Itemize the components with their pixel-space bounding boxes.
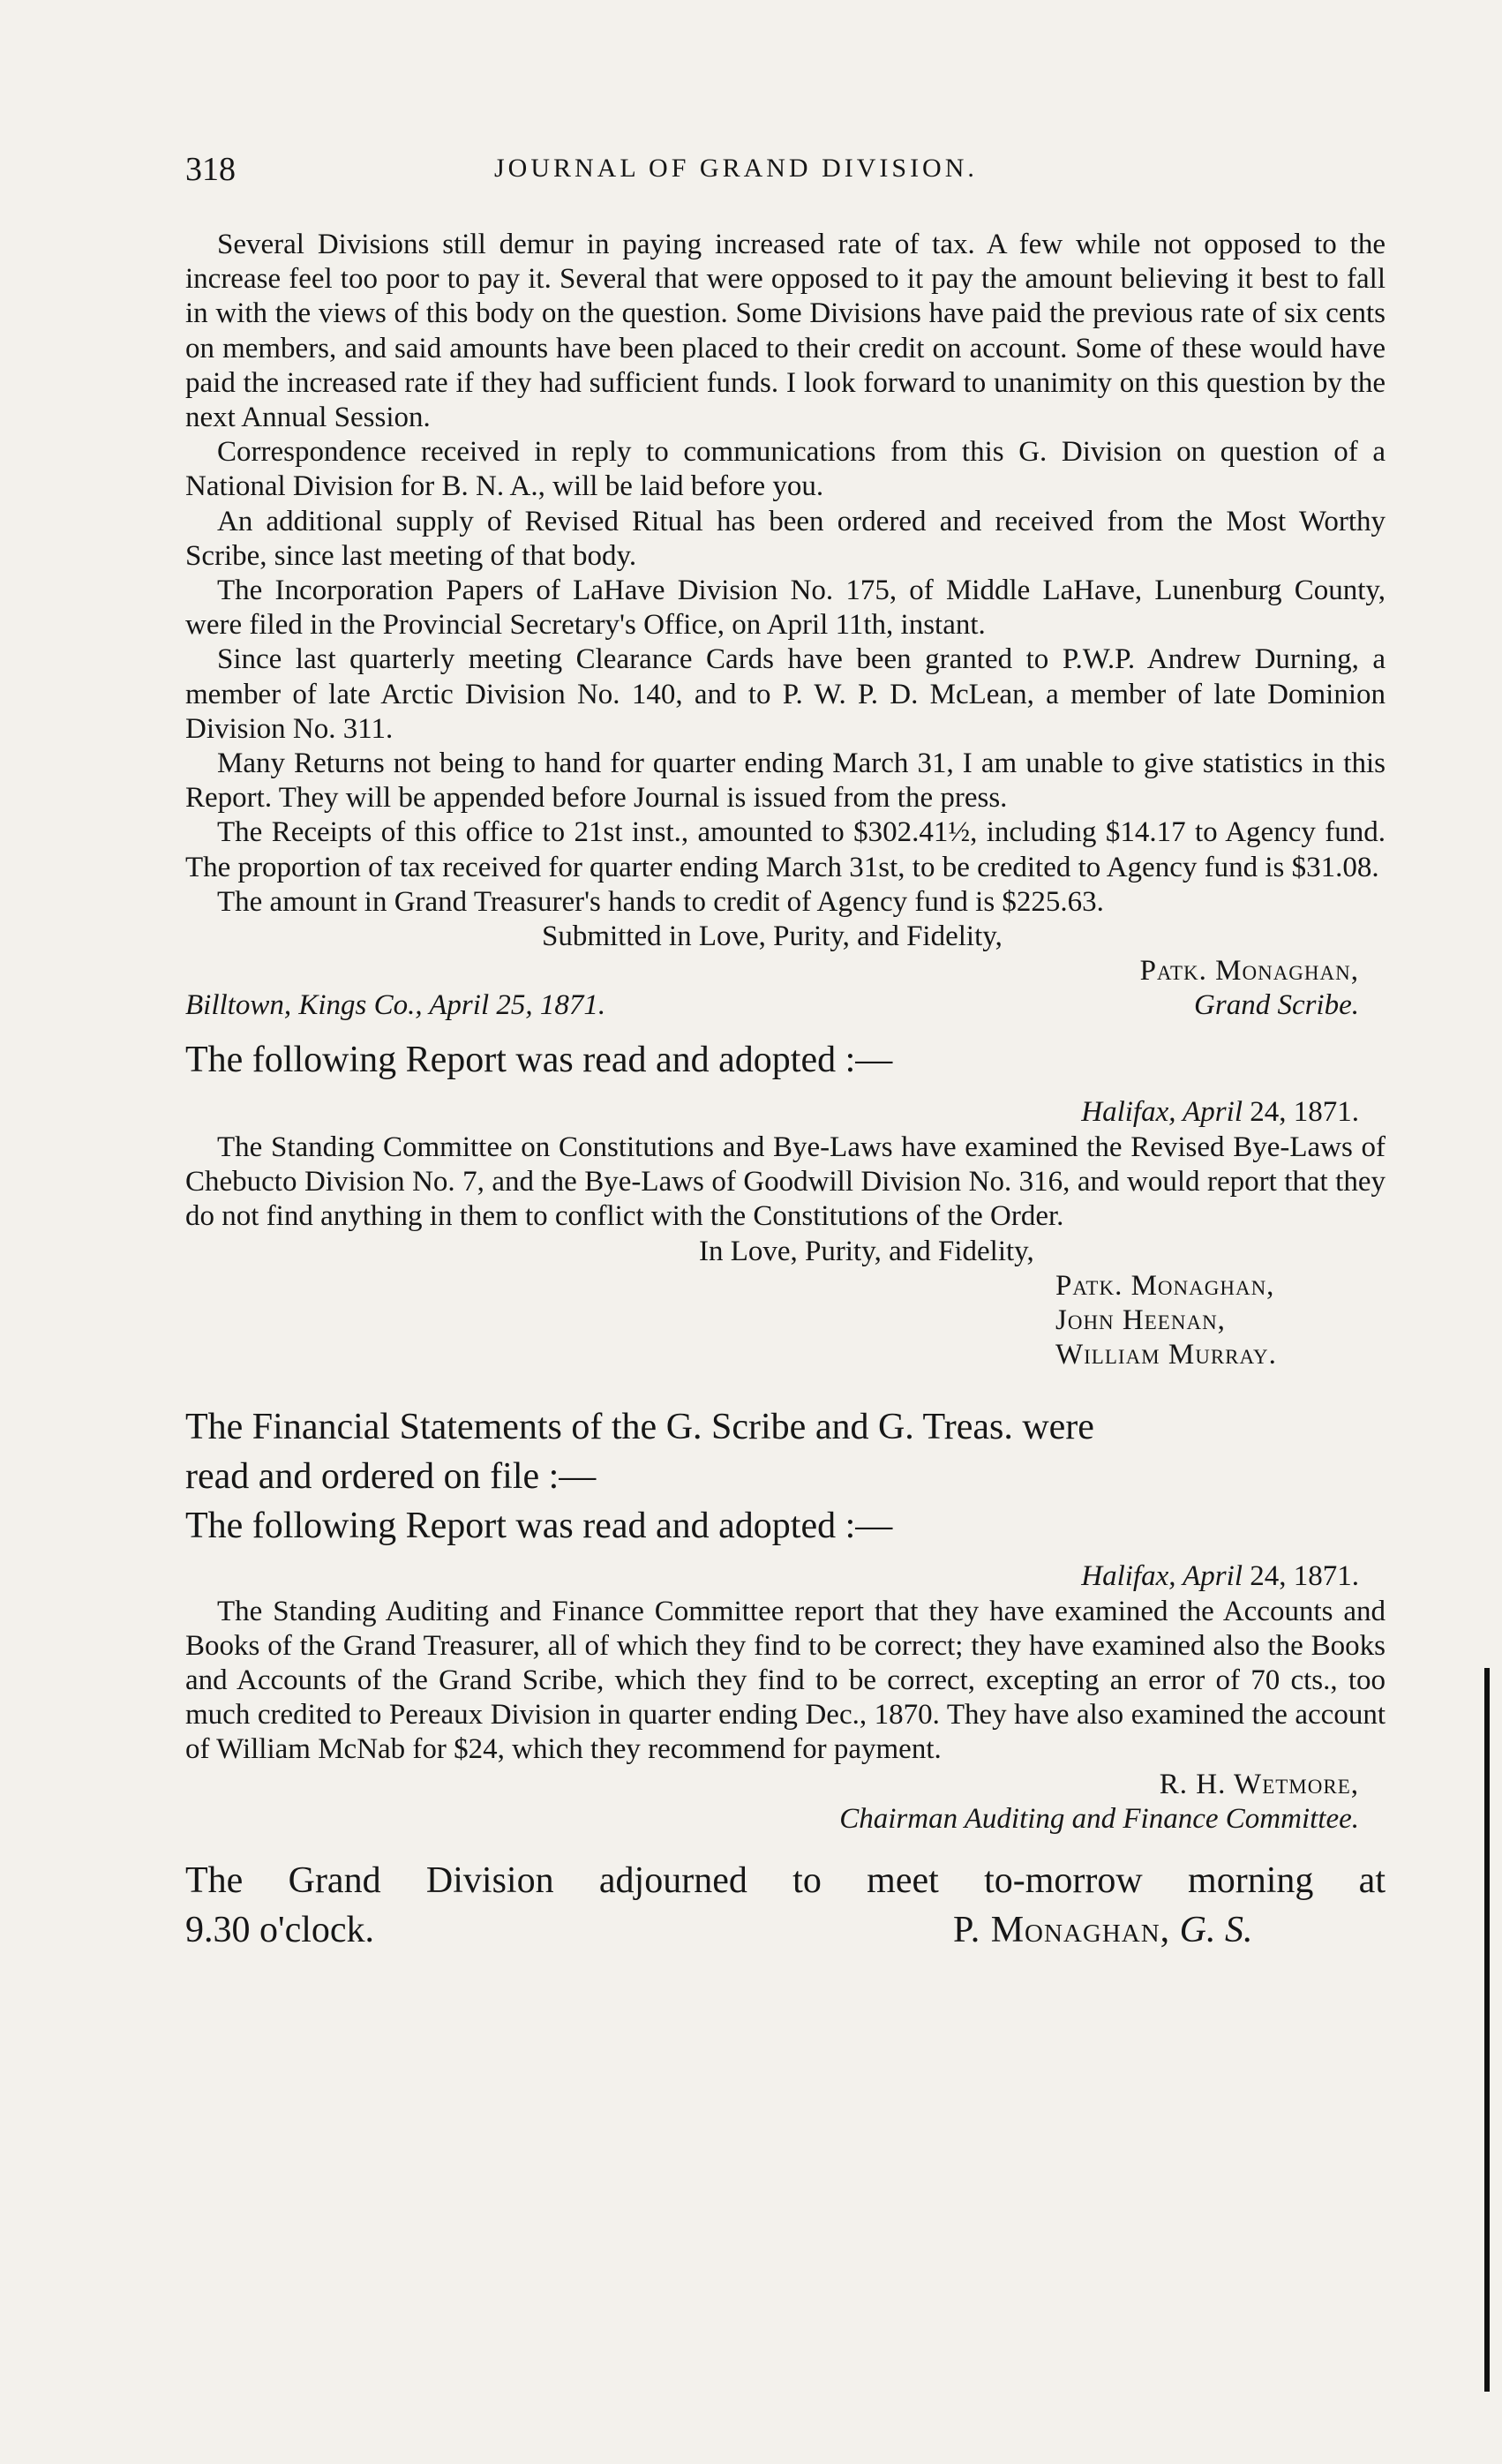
page-body — [185, 228, 1386, 1955]
place-date: Billtown, Kings Co., April 25, 1871. — [185, 989, 606, 1022]
paragraph: The Receipts of this office to 21st inst., amounted to $302.41½, including $14.17 to Agency fund. The proportion of tax received for quarter ending March 31st, to be credited to Agency fund is $31.08. — [185, 816, 1386, 883]
place-date-line — [185, 988, 1386, 1023]
adjourn-signer: P. Monaghan, G. S. — [953, 1909, 1253, 1950]
adjourn-line: The Grand Division adjourned to meet to-morrow morning at — [185, 1859, 1386, 1901]
page-header — [185, 150, 1386, 203]
closing-line: In Love, Purity, and Fidelity, — [699, 1235, 1034, 1267]
paragraph: Several Divisions still demur in paying increased rate of tax. A few while not opposed to the increase feel too poor to pay it. Several that were opposed to it pay the amount believing it best to fall in with the views of this body on the question. Some Divisions have paid the previous rate of six cents on members, and said amounts have been placed to their credit on account. Some of these would have paid the increased rate if they had sufficient funds. I look forward to unanimity on this question by the next Annual Session. — [185, 229, 1386, 434]
report-intro: The following Report was read and adopted :— — [185, 1505, 893, 1546]
signer-title-line — [185, 1802, 1386, 1837]
report-intro: The following Report was read and adopted :— — [185, 1040, 893, 1081]
signer-name: R. H. Wetmore, — [1159, 1768, 1359, 1800]
paragraph: Since last quarterly meeting Clearance Cards have been granted to P.W.P. Andrew Durning, a member of late Arctic Division No. 140, and to P. W. P. D. McLean, a member of late Dominion Division No. 311. — [185, 643, 1386, 745]
auditing-report — [185, 1595, 1386, 1837]
signer-line — [185, 1303, 1386, 1338]
report-date: Halifax, April 24, 1871. — [1081, 1096, 1359, 1129]
running-title: JOURNAL OF GRAND DIVISION. — [494, 154, 978, 183]
financial-line: The Financial Statements of the G. Scribe and G. Treas. were — [185, 1406, 1094, 1447]
paragraph: The amount in Grand Treasurer's hands to credit of Agency fund is $225.63. — [217, 885, 1104, 918]
paragraph: Correspondence received in reply to communications from this G. Division on question of a National Division for B. N. A., will be laid before you. — [185, 436, 1386, 503]
margin-rule — [1484, 1668, 1490, 2392]
signer-name: Patk. Monaghan, — [1055, 1269, 1275, 1302]
paragraph: Many Returns not being to hand for quarter ending March 31, I am unable to give statistics in this Report. They will be appended before Journal is issued from the press. — [185, 747, 1386, 815]
paragraph: The Standing Committee on Constitutions and Bye-Laws have examined the Revised Bye-Laws of Chebucto Division No. 7, and the Bye-Laws of Goodwill Division No. 316, and would report that they do not find anything in them to conflict with the Constitutions of the Order. — [185, 1131, 1386, 1233]
adjourn-signature-line — [185, 1905, 1386, 1955]
adjourn-time: 9.30 o'clock. — [185, 1909, 375, 1950]
closing-line: Submitted in Love, Purity, and Fidelity, — [542, 920, 1003, 953]
signer-line — [185, 1338, 1386, 1372]
signer-line — [185, 1269, 1386, 1303]
scribe-report — [185, 228, 1386, 1023]
page-number: 318 — [185, 151, 236, 188]
signer-title: Chairman Auditing and Finance Committee. — [839, 1802, 1359, 1835]
signer-title: Grand Scribe. — [1194, 989, 1359, 1022]
report-date: Halifax, April 24, 1871. — [1081, 1559, 1359, 1592]
signer-line — [185, 954, 1386, 988]
signer-name: Patk. Monaghan, — [1139, 955, 1359, 988]
signer-name: William Murray. — [1055, 1338, 1277, 1371]
paragraph: The Incorporation Papers of LaHave Division No. 175, of Middle LaHave, Lunenburg County, were filed in the Provincial Secretary's Office, on April 11th, instant. — [185, 575, 1386, 642]
paragraph: The Standing Auditing and Finance Committee report that they have examined the Accounts and Books of the Grand Treasurer, all of which they find to be correct; they have examined also the Books and Accounts of the Grand Scribe, which they find to be correct, excepting an error of 70 cts., too much credited to Pereaux Division in quarter ending Dec., 1870. They have also examined the account of William McNab for $24, which they recommend for payment. — [185, 1595, 1386, 1766]
paragraph: An additional supply of Revised Ritual has been ordered and received from the Most Worthy Scribe, since last meeting of that body. — [185, 505, 1386, 572]
constitution-report — [185, 1131, 1386, 1372]
signer-line — [185, 1768, 1386, 1802]
financial-line: read and ordered on file :— — [185, 1455, 597, 1497]
signer-name: John Heenan, — [1055, 1303, 1226, 1336]
